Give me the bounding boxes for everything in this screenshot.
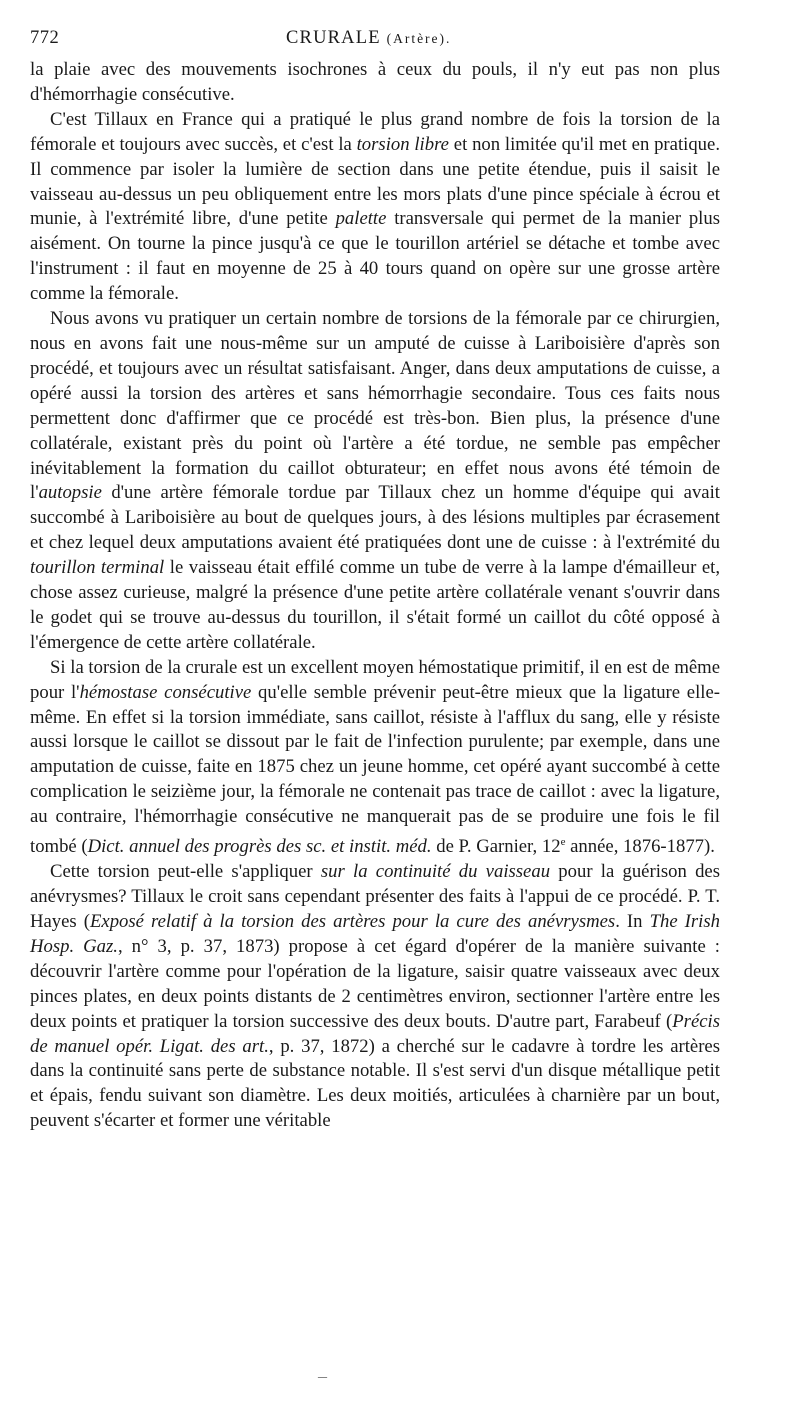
text-run: Si la torsion de la crurale est un excellent moyen hémostatique primitif, il en est de même pour l' <box>30 656 720 703</box>
italic-text: sur la continuité du vaisseau <box>320 861 551 883</box>
running-title-qualifier: (Artère). <box>386 31 452 46</box>
paragraph-lariboisiere <box>30 307 720 656</box>
italic-text: Exposé relatif à la torsion des artères pour la cure des anévrysmes <box>90 911 616 933</box>
paragraph-hemostase <box>30 656 720 860</box>
text-run: la plaie avec des mouvements isochrones à ceux du pouls, il n'y eut pas non plus d'hémorrhagie consécutive. <box>30 59 720 105</box>
italic-text: The Irish Hosp. Gaz. <box>30 911 720 957</box>
italic-text: palette <box>335 208 387 230</box>
running-title <box>286 28 451 49</box>
italic-text: torsion libre <box>356 133 449 155</box>
text-run: de P. Garnier, 12 <box>431 836 561 858</box>
footer-mark: – <box>318 1366 327 1386</box>
paragraph-continuation <box>30 58 720 108</box>
italic-text: Dict. annuel des progrès des sc. et instit. méd. <box>87 836 432 858</box>
text-run: d'une artère fémorale tordue par Tillaux chez un homme d'équipe qui avait succombé à Lariboisière au bout de quelques jours, à des lésions multiples par écrasement et chez lequel deux amputations avaient été pratiquées dont une de cuisse : à l'extrémité du <box>30 482 720 554</box>
superscript: e <box>560 836 566 849</box>
paragraph-torsion-tillaux <box>30 108 720 307</box>
text-run: et non limitée qu'il met en pratique. Il commence par isoler la lumière de section dans une petite étendue, puis il saisit le vaisseau au-dessus un peu obliquement entre les mors plats d'une pince spéciale à écrou et munie, à l'extrémité libre, d'une petite <box>30 133 720 230</box>
running-header <box>30 22 720 58</box>
body-text <box>30 58 720 1134</box>
text-run: , p. 37, 1872) a cherché sur le cadavre à tordre les artères dans la continuité sans perte de substance notable. Il s'est servi d'un disque métallique petit et épais, fendu suivant son diamètre. Les deux moitiés, articulées à charnière par un bout, peuvent s'écarter et former une véritable <box>30 1035 720 1132</box>
text-run: pour la guérison des anévrysmes? Tillaux le croit sans cependant présenter des faits à l'appui de ce procédé. P. T. Hayes ( <box>30 861 721 933</box>
text-run: qu'elle semble prévenir peut-être mieux que la ligature elle-même. En effet si la torsion immédiate, sans caillot, résiste à l'afflux du sang, elle y résiste aussi lorsque le caillot se dissout par le fait de l'infection purulente; par exemple, dans une amputation de cuisse, faite en 1875 chez un jeune homme, cet opéré ayant succombé à cette complication le seizième jour, la fémorale ne contenait pas trace de caillot : avec la ligature, au contraire, l'hémorrhagie consécutive ne manquerait pas de se produire une fois le fil tombé ( <box>30 681 720 858</box>
paragraph-anevrysmes <box>30 860 720 1134</box>
italic-text: autopsie <box>38 482 102 504</box>
text-run: C'est Tillaux en France qui a pratiqué le plus grand nombre de fois la torsion de la fémorale et toujours avec succès, et c'est la <box>30 108 720 155</box>
text-run: le vaisseau était effilé comme un tube de verre à la lampe d'émailleur et, chose assez curieuse, malgré la présence d'une petite artère collatérale venant s'ouvrir dans le godet qui se trouve au-dessus du tourillon, il s'était formé un caillot du côté opposé à l'émergence de cette artère collatérale. <box>30 557 721 653</box>
italic-text: hémostase consécutive <box>79 681 252 703</box>
text-run: Nous avons vu pratiquer un certain nombre de torsions de la fémorale par ce chirurgien, nous en avons fait une nous-même sur un amputé de cuisse à Lariboisière d'après son procédé, et toujours avec un résultat satisfaisant. Anger, dans deux amputations de cuisse, a opéré aussi la torsion des artères et sans hémorrhagie secondaire. Tous ces faits nous permettent donc d'affirmer que ce procédé est très-bon. Bien plus, la présence d'une collatérale, existant près du point où l'artère a été tordue, ne semble pas empêcher inévitablement la formation du caillot obturateur; en effet nous avons été témoin de l' <box>30 308 720 504</box>
text-run: Cette torsion peut-elle s'appliquer <box>50 861 321 883</box>
page-number: 772 <box>30 28 60 48</box>
text-run: transversale qui permet de la manier plus aisément. On tourne la pince jusqu'à ce que le tourillon artériel se détache et tombe avec l'instrument : il faut en moyenne de 25 à 40 tours quand on opère sur une grosse artère comme la fémorale. <box>30 208 720 305</box>
running-title-main: CRURALE <box>286 28 381 48</box>
book-page <box>30 22 720 1134</box>
italic-text: tourillon terminal <box>30 557 165 579</box>
text-run: année, 1876-1877). <box>565 836 715 858</box>
italic-text: Précis de manuel opér. Ligat. des art. <box>30 1010 720 1057</box>
text-run: , n° 3, p. 37, 1873) propose à cet égard d'opérer de la manière suivante : découvrir l'artère comme pour l'opération de la ligature, saisir quatre vaisseaux avec deux pinces plates, en deux points distants de 2 centimètres environ, sectionner l'artère entre les deux points et pratiquer la torsion successive des deux bouts. D'autre part, Farabeuf ( <box>30 935 720 1032</box>
text-run: . In <box>615 911 650 933</box>
